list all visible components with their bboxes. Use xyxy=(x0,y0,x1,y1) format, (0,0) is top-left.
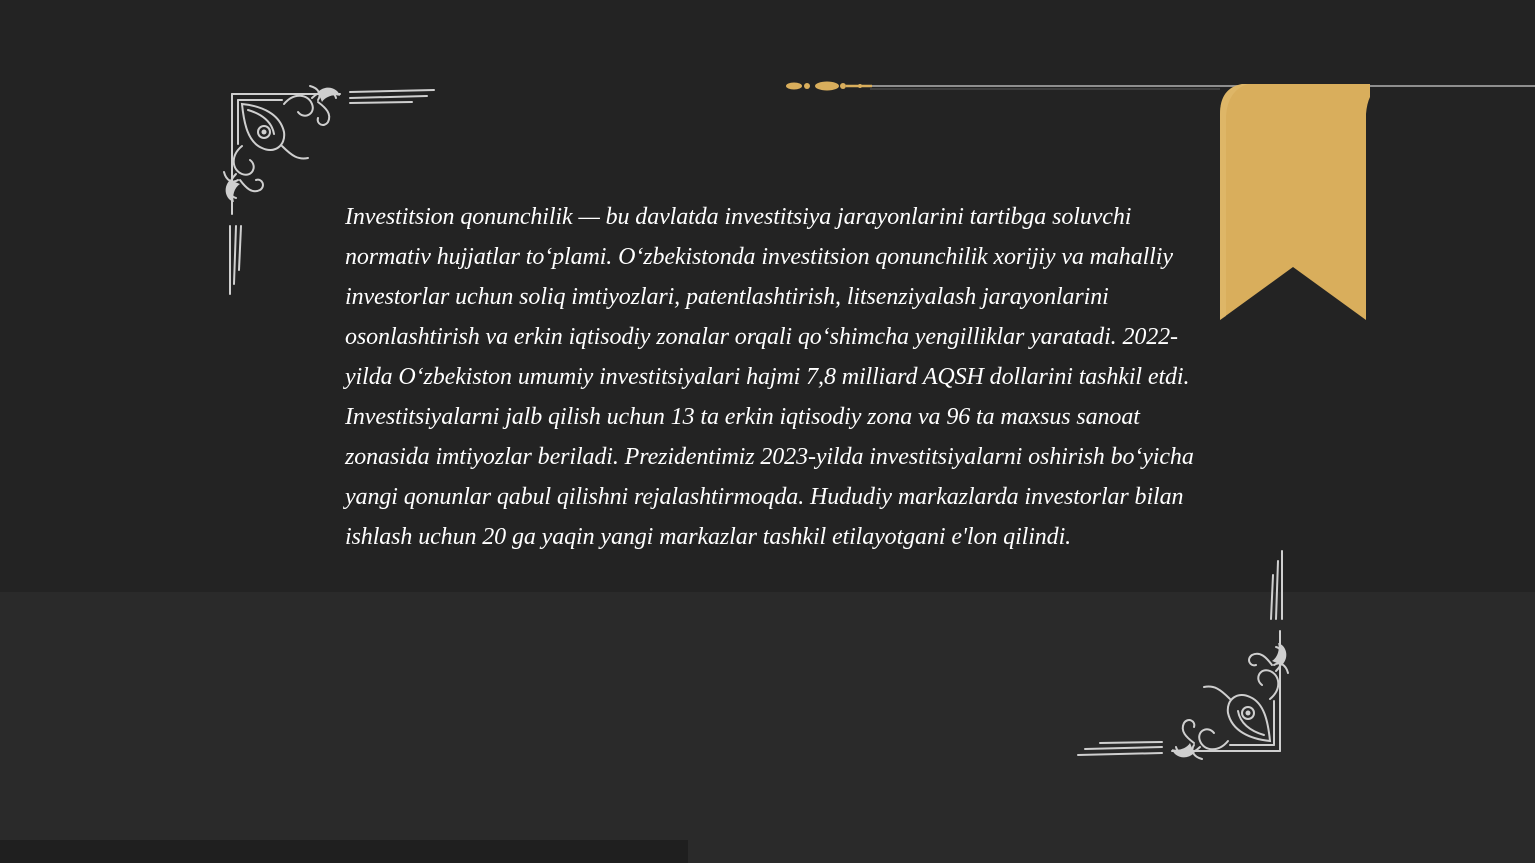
background-bottom-strip xyxy=(0,840,688,863)
decorative-rule-icon xyxy=(780,74,1535,100)
slide-body-paragraph: Investitsion qonunchilik — bu davlatda investitsiya jarayonlarini tartibga soluvchi normativ hujjatlar to‘plami. O‘zbekistonda investitsion qonunchilik xorijiy va mahalliy investorlar uchun soliq imtiyozlari, patentlashtirish, litsenziyalash jarayonlarini osonlashtirish va erkin iqtisodiy zonalar orqali qo‘shimcha yengilliklar yaratadi. 2022-yilda O‘zbekiston umumiy investitsiyalari hajmi 7,8 milliard AQSH dollarini tashkil etdi. Investitsiyalarni jalb qilish uchun 13 ta erkin iqtisodiy zona va 96 ta maxsus sanoat zonasida imtiyozlar beriladi. Prezidentimiz 2023-yilda investitsiyalarni oshirish bo‘yicha yangi qonunlar qabul qilishni rejalashtirmoqda. Hududiy markazlarda investorlar bilan ishlash uchun 20 ga yaqin yangi markazlar tashkil etilayotgani e'lon qilindi. xyxy=(345,204,1194,550)
background-bottom-panel xyxy=(0,592,1535,863)
ornate-corner-icon xyxy=(1072,545,1290,761)
bookmark-ribbon-icon xyxy=(1220,84,1370,320)
